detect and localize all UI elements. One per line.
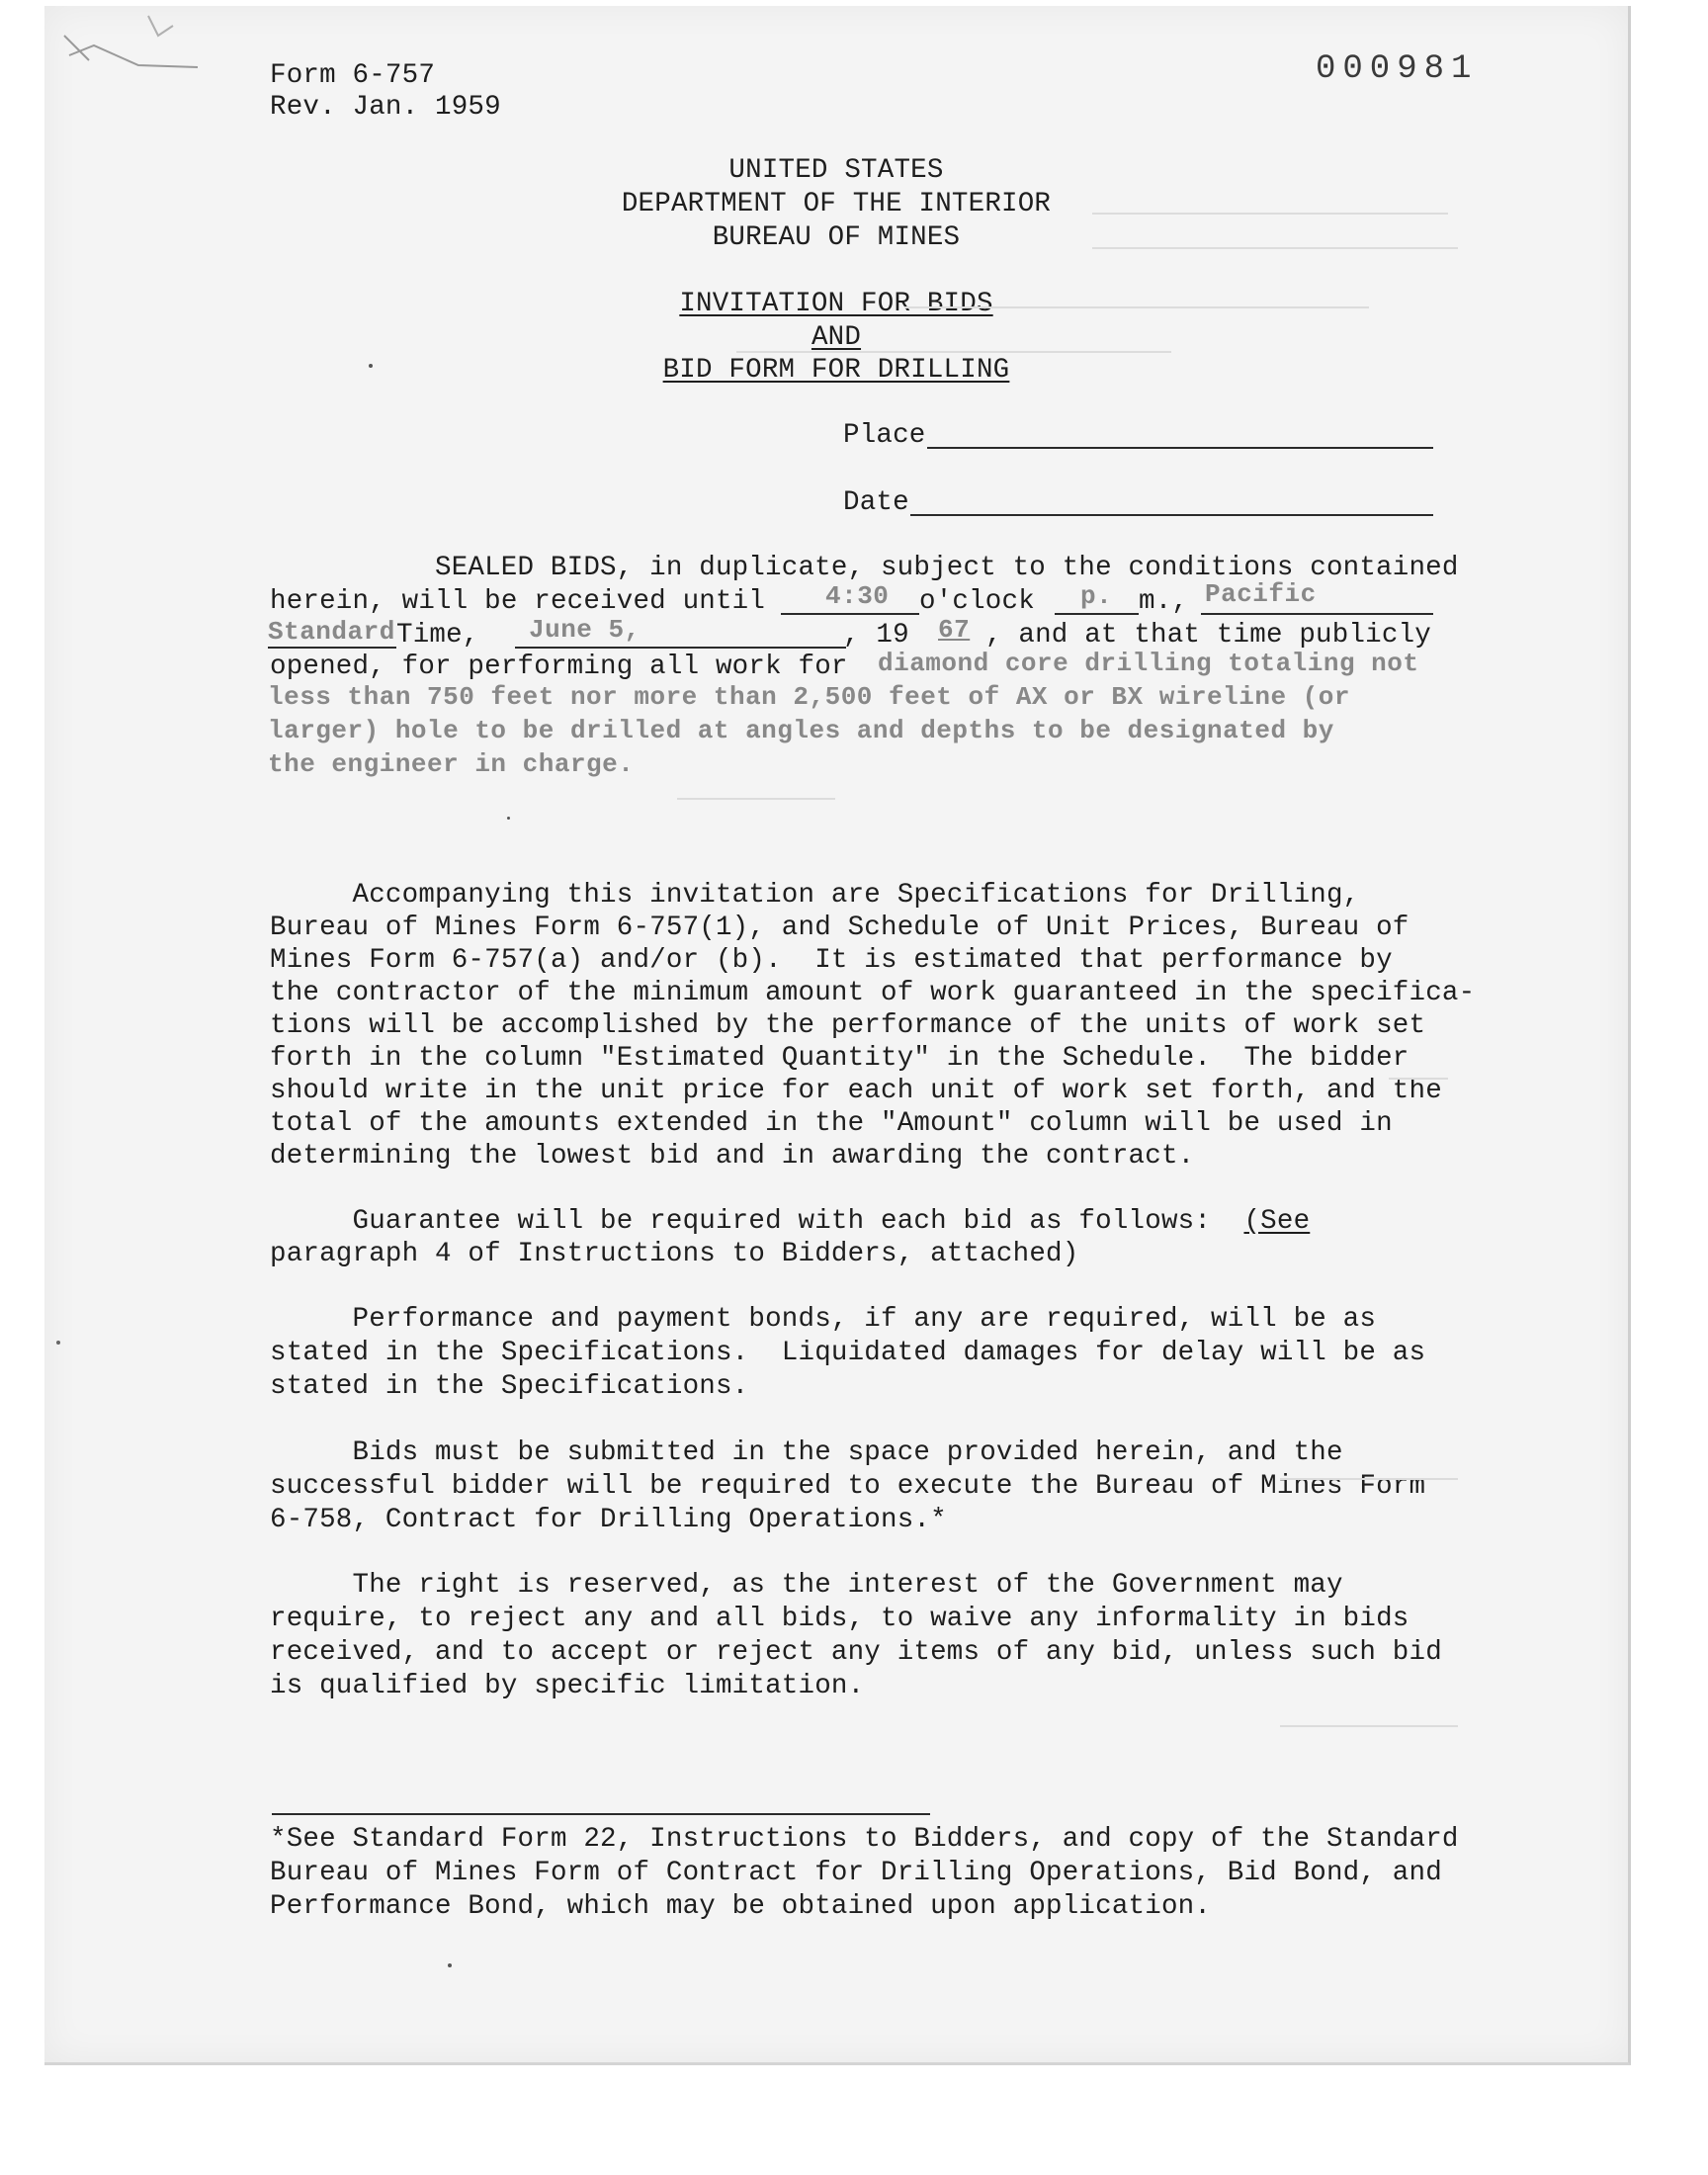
footnote-line-1: *See Standard Form 22, Instructions to Bidders, and copy of the Standard [270, 1824, 1459, 1855]
date-blank-line[interactable] [910, 514, 1433, 516]
fill-work-1: diamond core drilling totaling not [878, 649, 1419, 678]
fill-zone-2: Standard [268, 617, 395, 647]
reserved-line-2: require, to reject any and all bids, to waive any informality in bids [270, 1604, 1409, 1634]
scan-speck [369, 364, 373, 368]
agency-line-3: BUREAU OF MINES [712, 222, 961, 253]
document-page [44, 6, 1631, 2065]
time-blank-line [781, 613, 919, 615]
accompanying-line-9: determining the lowest bid and in awarding the contract. [270, 1141, 1195, 1172]
sealed-bids-line-3c: , and at that time publicly [985, 620, 1431, 651]
footnote-line-3: Performance Bond, which may be obtained upon application. [270, 1891, 1212, 1922]
zone-2-blank-line [268, 647, 396, 649]
sealed-bids-line-2a: herein, will be received until [270, 586, 766, 617]
fill-year: 67 [938, 615, 971, 645]
title-line-2: AND [811, 322, 862, 353]
reserved-line-4: is qualified by specific limitation. [270, 1671, 865, 1701]
scan-speck [448, 1963, 452, 1967]
sealed-bids-line-2c: m., [1139, 586, 1189, 617]
bids-submitted-line-1: Bids must be submitted in the space provided herein, and the [270, 1437, 1343, 1468]
fill-zone-1: Pacific [1205, 579, 1317, 609]
title-line-3: BID FORM FOR DRILLING [662, 355, 1010, 386]
sealed-bids-line-2b: o'clock [919, 586, 1035, 617]
place-label: Place [843, 420, 926, 451]
sealed-bids-line-4a: opened, for performing all work for [270, 652, 848, 682]
footnote-divider [272, 1813, 930, 1815]
fill-work-2: less than 750 feet nor more than 2,500 feet of AX or BX wireline (or [268, 682, 1350, 712]
agency-line-2: DEPARTMENT OF THE INTERIOR [621, 189, 1052, 219]
form-number: Form 6-757 [270, 60, 436, 91]
performance-line-2: stated in the Specifications. Liquidated damages for delay will be as [270, 1338, 1426, 1368]
serial-number: 000981 [1316, 50, 1479, 88]
title-line-1: INVITATION FOR BIDS [679, 289, 993, 319]
bids-submitted-line-2: successful bidder will be required to execute the Bureau of Mines Form [270, 1471, 1426, 1502]
performance-line-1: Performance and payment bonds, if any are required, will be as [270, 1304, 1377, 1335]
accompanying-line-5: tions will be accomplished by the performance of the units of work set [270, 1010, 1426, 1041]
accompanying-line-2: Bureau of Mines Form 6-757(1), and Schedule of Unit Prices, Bureau of [270, 913, 1409, 943]
accompanying-line-8: total of the amounts extended in the "Amount" column will be used in [270, 1108, 1393, 1139]
fill-work-4: the engineer in charge. [268, 749, 635, 779]
accompanying-line-3: Mines Form 6-757(a) and/or (b). It is estimated that performance by [270, 945, 1393, 976]
sealed-bids-line-3a: Time, [396, 620, 479, 651]
fill-date: June 5, [529, 615, 640, 645]
bids-submitted-line-3: 6-758, Contract for Drilling Operations.* [270, 1505, 947, 1535]
accompanying-line-4: the contractor of the minimum amount of work guaranteed in the specifica- [270, 978, 1476, 1008]
guarantee-see-link: (See [1243, 1206, 1311, 1237]
performance-line-3: stated in the Specifications. [270, 1371, 749, 1402]
scan-speck [56, 1341, 60, 1345]
revision-date: Rev. Jan. 1959 [270, 92, 501, 123]
accompanying-line-7: should write in the unit price for each unit of work set forth, and the [270, 1076, 1442, 1106]
agency-line-1: UNITED STATES [728, 155, 944, 186]
accompanying-line-6: forth in the column "Estimated Quantity" in the Schedule. The bidder [270, 1043, 1409, 1074]
accompanying-line-1: Accompanying this invitation are Specifications for Drilling, [270, 880, 1360, 911]
fill-work-3: larger) hole to be drilled at angles and depths to be designated by [268, 716, 1334, 745]
scan-speck [507, 817, 510, 820]
guarantee-line-1 [270, 1205, 1310, 1239]
date-fill-blank-line [515, 647, 846, 649]
sealed-bids-line-3b: , 19 [843, 620, 909, 651]
footnote-line-2: Bureau of Mines Form of Contract for Drilling Operations, Bid Bond, and [270, 1858, 1442, 1888]
pencil-scribble [49, 6, 247, 75]
zone-blank-line [1201, 613, 1433, 615]
reserved-line-3: received, and to accept or reject any items of any bid, unless such bid [270, 1637, 1442, 1668]
sealed-bids-line-1: SEALED BIDS, in duplicate, subject to the conditions contained [435, 553, 1459, 583]
fill-ampm: p. [1080, 581, 1113, 611]
guarantee-line-2: paragraph 4 of Instructions to Bidders, attached) [270, 1239, 1079, 1269]
guarantee-text: Guarantee will be required with each bid as follows: [270, 1206, 1244, 1237]
reserved-line-1: The right is reserved, as the interest of the Government may [270, 1570, 1343, 1601]
date-label: Date [843, 487, 909, 518]
ampm-blank-line [1055, 613, 1139, 615]
place-blank-line[interactable] [927, 447, 1433, 449]
fill-time: 4:30 [825, 581, 890, 611]
